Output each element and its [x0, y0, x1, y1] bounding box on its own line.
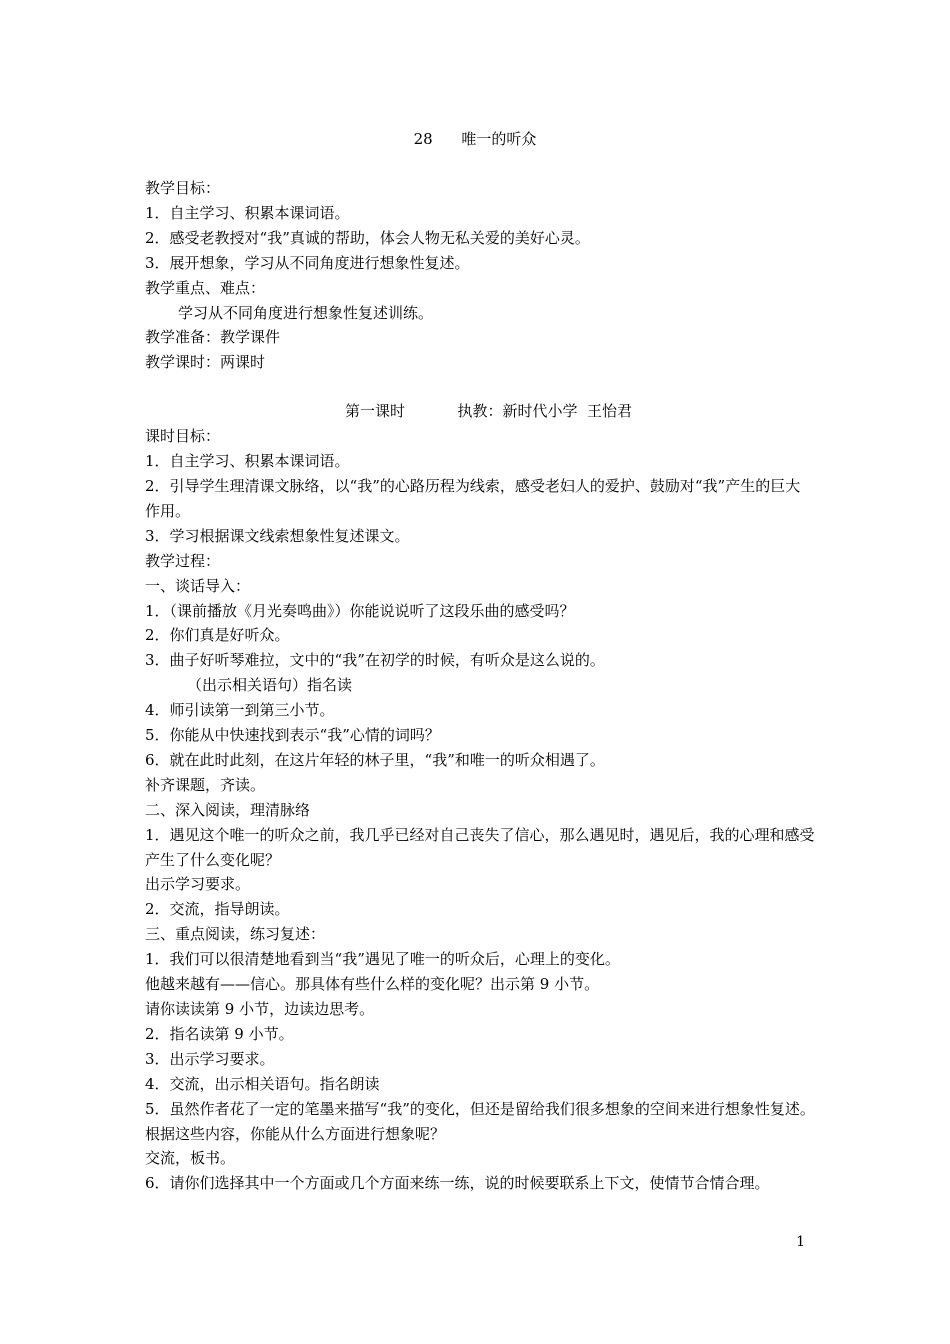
part1-heading: 一、谈话导入： [145, 576, 251, 595]
document-body [145, 176, 815, 1196]
session-goal-item: 3．学习根据课文线索想象性复述课文。 [145, 526, 410, 545]
teaching-hours: 教学课时：两课时 [145, 353, 266, 372]
part1-item: 5．你能从中快速找到表示“我”心情的词吗？ [145, 726, 440, 745]
part2-heading: 二、深入阅读，理清脉络 [145, 800, 311, 819]
part2-item: 1．遇见这个唯一的听众之前，我几乎已经对自己丧失了信心，那么遇见时，遇见后，我的心理和感受产生了什么变化呢？ [145, 825, 815, 869]
session-header [145, 399, 815, 424]
page-number: 1 [796, 1234, 805, 1250]
title-number: 28 [413, 130, 433, 148]
key-heading: 教学重点、难点： [145, 278, 266, 297]
part3-item: 1．我们可以很清楚地看到当“我”遇见了唯一的听众后，心理上的变化。 [145, 950, 620, 969]
session-goals-heading: 课时目标： [145, 427, 221, 446]
session-goal-item: 1．自主学习、积累本课词语。 [145, 452, 350, 471]
goal-item: 2．感受老教授对“我”真诚的帮助，体会人物无私关爱的美好心灵。 [145, 228, 590, 247]
part1-indent-note: （出示相关语句）指名读 [187, 676, 353, 695]
goals-heading: 教学目标： [145, 179, 221, 197]
session-title: 第一课时 [345, 402, 406, 421]
part3-item: 5．虽然作者花了一定的笔墨来描写“我”的变化，但还是留给我们很多想象的空间来进行想象性复述。根据这些内容，你能从什么方面进行想象呢？ [145, 1099, 815, 1143]
session-teacher: 执教：新时代小学 王怡君 [457, 402, 633, 421]
part3-item: 他越来越有——信心。那具体有些什么样的变化呢？出示第 9 小节。 [145, 975, 600, 994]
document-title [0, 128, 950, 150]
part3-item: 6．请你们选择其中一个方面或几个方面来练一练，说的时候要联系上下文，使情节合情合理。 [145, 1174, 770, 1193]
part1-item: 4．师引读第一到第三小节。 [145, 701, 335, 720]
teaching-prep: 教学准备：教学课件 [145, 328, 281, 347]
part3-item: 3．出示学习要求。 [145, 1049, 275, 1068]
part3-heading: 三、重点阅读，练习复述： [145, 925, 326, 944]
part1-item: 2．你们真是好听众。 [145, 626, 290, 645]
part3-item: 4．交流，出示相关语句。指名朗读 [145, 1074, 380, 1093]
part1-item: 补齐课题，齐读。 [145, 775, 266, 794]
part1-item: 1．（课前播放《月光奏鸣曲》）你能说说听了这段乐曲的感受吗？ [145, 601, 575, 620]
goal-item: 3．展开想象，学习从不同角度进行想象性复述。 [145, 253, 470, 272]
part1-item: 6．就在此时此刻，在这片年轻的林子里，“我”和唯一的听众相遇了。 [145, 750, 605, 769]
part2-item: 2．交流，指导朗读。 [145, 900, 290, 919]
goal-item: 1．自主学习、积累本课词语。 [145, 203, 350, 222]
part2-item: 出示学习要求。 [145, 875, 251, 894]
process-heading: 教学过程： [145, 551, 221, 570]
session-goal-item: 2．引导学生理清课文脉络，以“我”的心路历程为线索，感受老妇人的爱护、鼓励对“我”产生的巨大作用。 [145, 476, 801, 520]
title-text: 唯一的听众 [461, 130, 537, 148]
part1-item: 3．曲子好听琴难拉，文中的“我”在初学的时候，有听众是这么说的。 [145, 651, 605, 670]
part3-item: 2．指名读第 9 小节。 [145, 1024, 294, 1043]
key-text: 学习从不同角度进行想象性复述训练。 [178, 303, 434, 322]
spacer [145, 375, 815, 399]
part3-item: 请你读读第 9 小节，边读边思考。 [145, 1000, 375, 1018]
part3-item: 交流，板书。 [145, 1149, 236, 1168]
